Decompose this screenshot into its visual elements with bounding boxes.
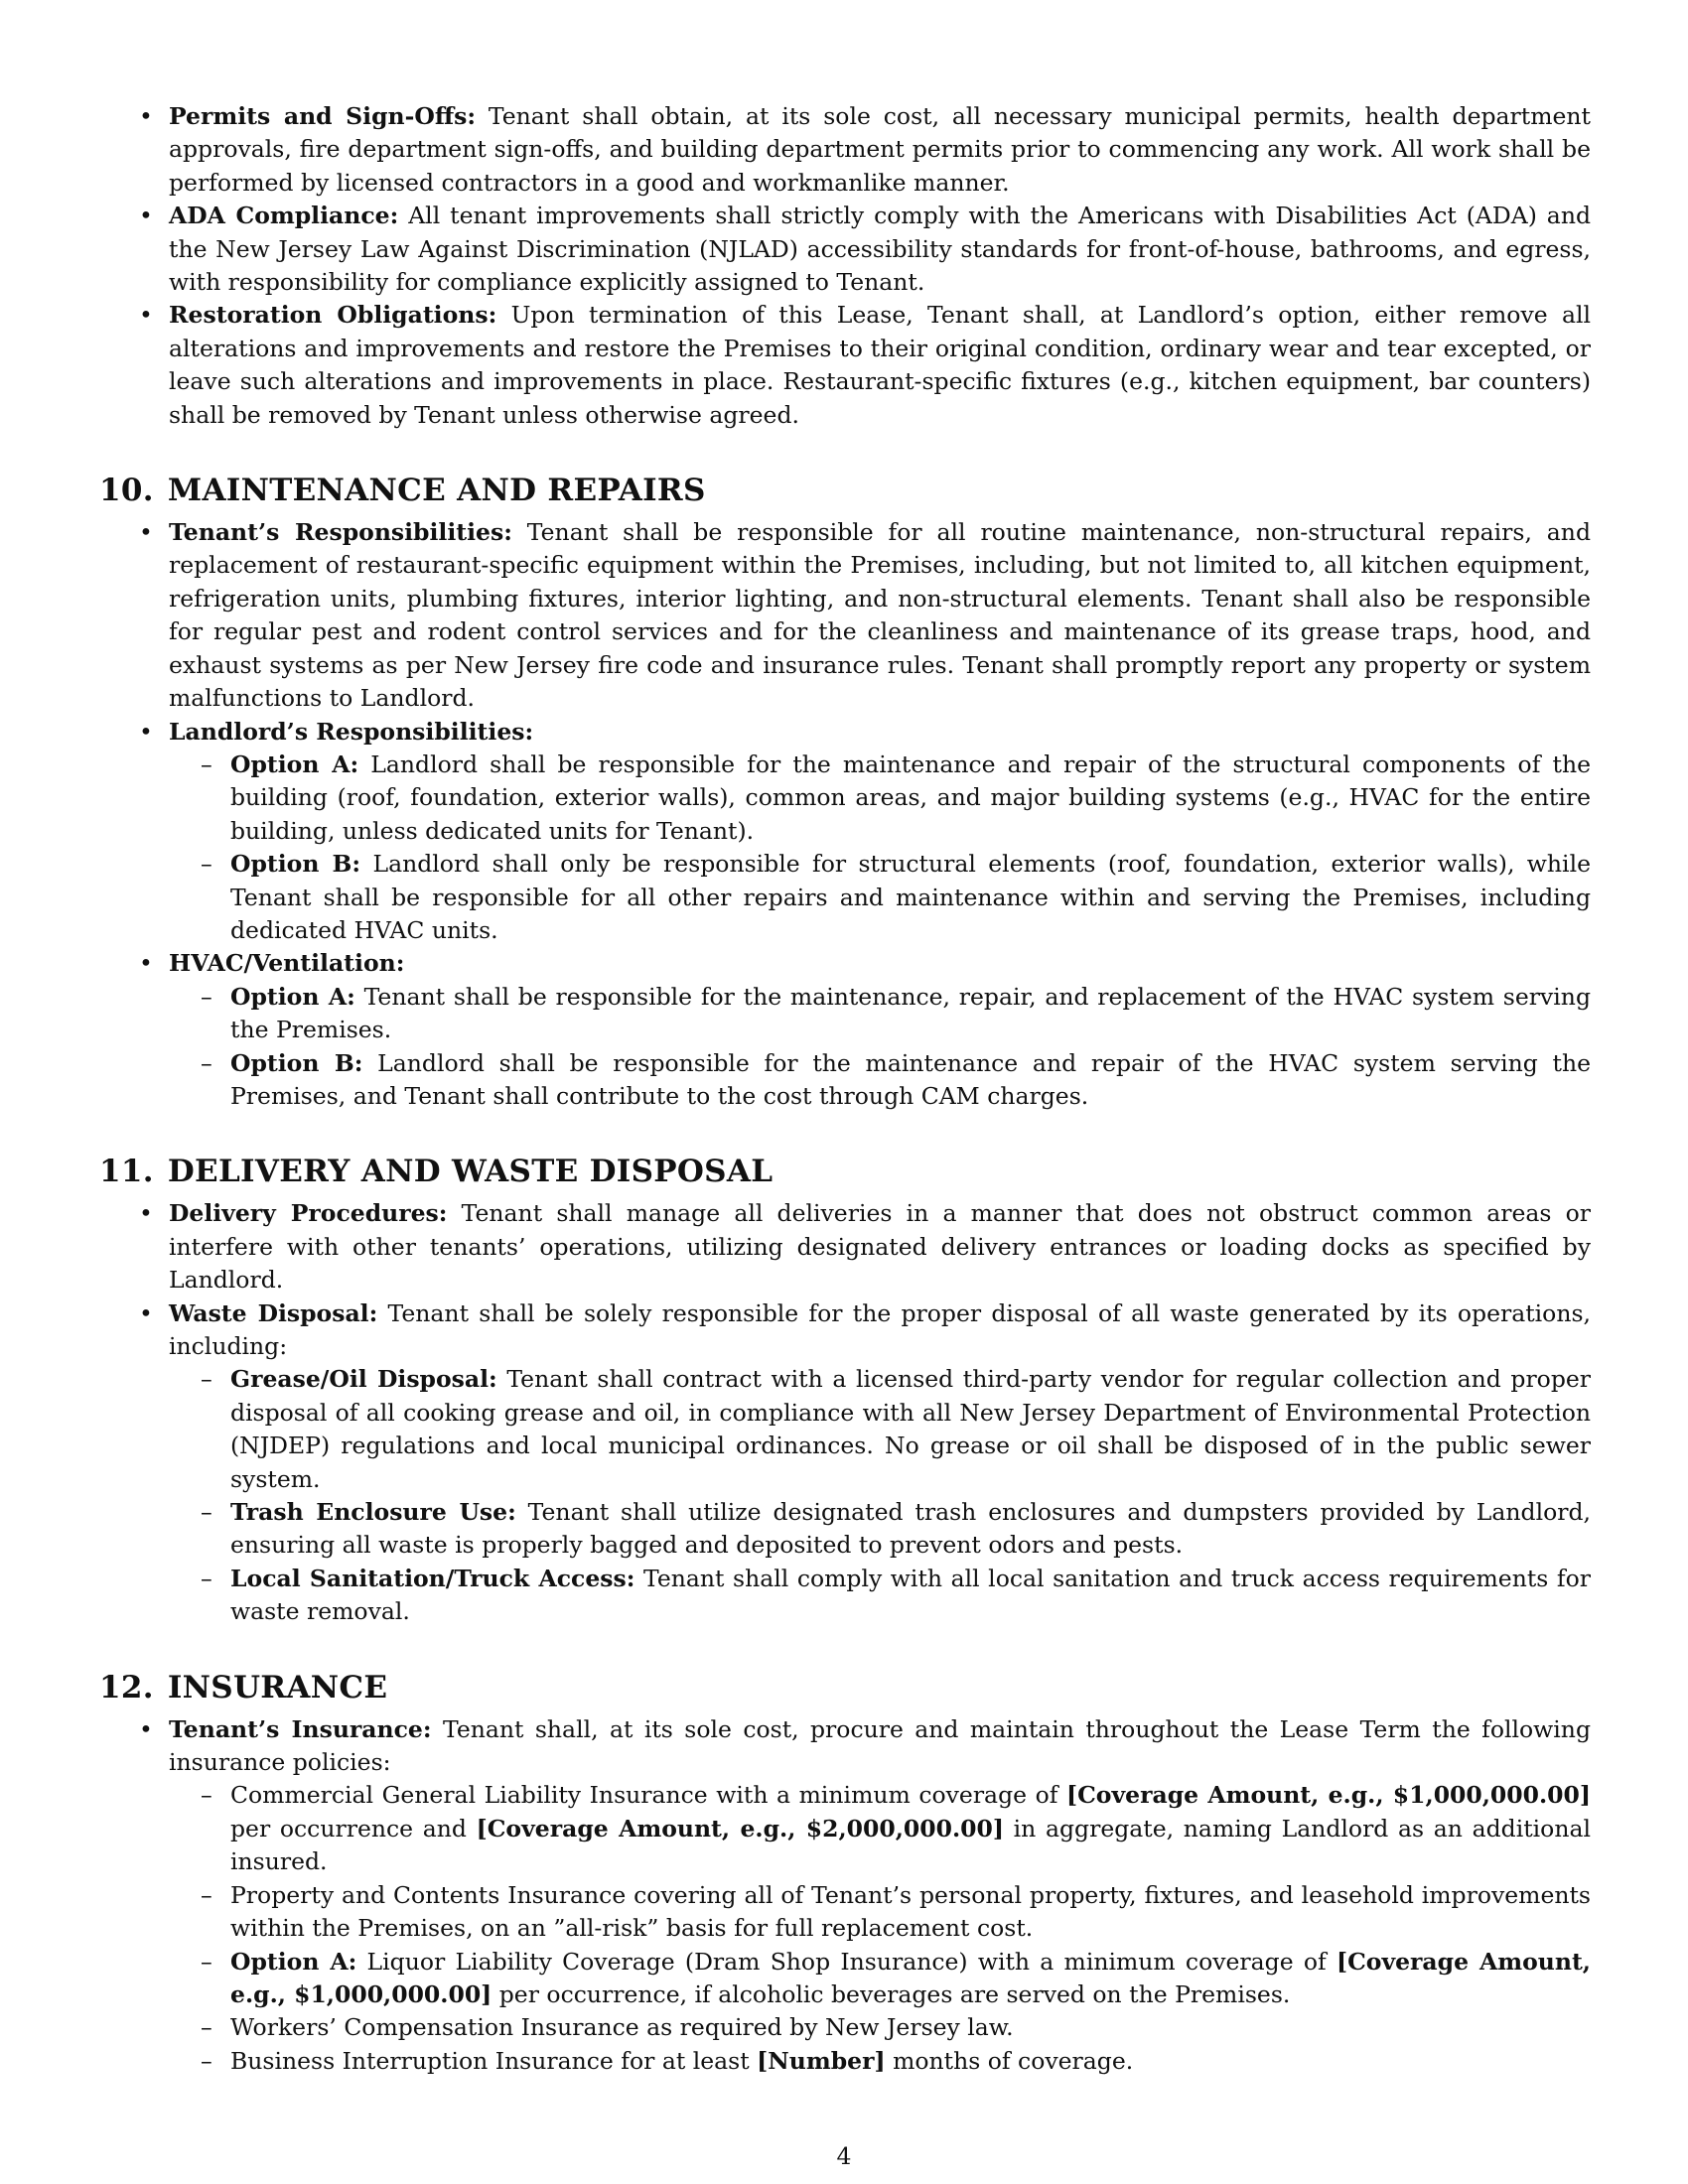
policy-text: Property and Contents Insurance covering all of Tenant’s personal property, fixtures, and leasehold improvements within the Premises, on an ”all-risk” basis for full replacement cost. bbox=[230, 1880, 1591, 1943]
section-heading bbox=[99, 471, 1591, 510]
section-title: DELIVERY AND WASTE DISPOSAL bbox=[167, 1154, 774, 1190]
item-label: Tenant’s Responsibilities: bbox=[169, 518, 512, 547]
option-label: Trash Enclosure Use: bbox=[230, 1498, 516, 1527]
bullet-icon: • bbox=[139, 1714, 153, 1743]
section-heading bbox=[99, 1152, 1591, 1191]
section-12-list bbox=[99, 1713, 1591, 2078]
option-label: Option B: bbox=[230, 850, 361, 879]
option-label: Grease/Oil Disposal: bbox=[230, 1365, 497, 1394]
section-title: MAINTENANCE AND REPAIRS bbox=[167, 473, 706, 509]
list-item bbox=[99, 947, 1591, 1113]
option-text: Tenant shall comply with all local sanitation and truck access requirements for waste removal. bbox=[230, 1564, 1591, 1626]
dash-icon: – bbox=[201, 1564, 212, 1592]
policy-text: Liquor Liability Coverage (Dram Shop Insurance) with a minimum coverage of bbox=[356, 1947, 1336, 1976]
item-label: Tenant’s Insurance: bbox=[169, 1714, 432, 1743]
sub-list bbox=[169, 1779, 1591, 2078]
dash-icon: – bbox=[201, 1947, 212, 1976]
item-text: Tenant shall obtain, at its sole cost, all necessary municipal permits, health department approvals, fire department sign-offs, and building department permits prior to commencing any work. All work shall be performed by licensed contractors in a good and workmanlike manner. bbox=[169, 102, 1591, 197]
option-label: Option B: bbox=[230, 1048, 363, 1077]
section-number: 12. bbox=[99, 1669, 154, 1706]
item-text: Upon termination of this Lease, Tenant shall, at Landlord’s option, either remove all alterations and improvements and restore the Premises to their original condition, ordinary wear and tear excepted, or leave such alterations and improvements in place. Restaurant-specific fixtures (e.g., kitchen equipment, bar counters) shall be removed by Tenant unless otherwise agreed. bbox=[169, 301, 1591, 429]
section-11-list bbox=[99, 1197, 1591, 1628]
section-title: INSURANCE bbox=[167, 1669, 388, 1706]
intro-list bbox=[99, 100, 1591, 432]
sub-list-item bbox=[169, 848, 1591, 947]
sub-list-item bbox=[169, 1496, 1591, 1563]
sub-list-item bbox=[169, 981, 1591, 1047]
section-number: 10. bbox=[99, 473, 154, 509]
option-label: Local Sanitation/Truck Access: bbox=[230, 1564, 635, 1592]
list-item bbox=[99, 516, 1591, 715]
bullet-icon: • bbox=[139, 518, 153, 547]
option-text: Landlord shall only be responsible for structural elements (roof, foundation, exterior walls), while Tenant shall be responsible for all other repairs and maintenance within and serving the Premises, including dedicated HVAC units. bbox=[230, 850, 1591, 944]
bullet-icon: • bbox=[139, 1298, 153, 1327]
list-item bbox=[99, 299, 1591, 432]
dash-icon: – bbox=[201, 1498, 212, 1527]
list-item bbox=[99, 1197, 1591, 1297]
list-item bbox=[99, 200, 1591, 299]
dash-icon: – bbox=[201, 1781, 212, 1810]
sub-list-item bbox=[169, 1879, 1591, 1946]
section-heading bbox=[99, 1668, 1591, 1707]
bullet-icon: • bbox=[139, 202, 153, 230]
sub-list bbox=[169, 981, 1591, 1114]
page-content bbox=[99, 100, 1591, 2078]
bullet-icon: • bbox=[139, 301, 153, 330]
dash-icon: – bbox=[201, 750, 212, 778]
sub-list-item bbox=[169, 1779, 1591, 1878]
sub-list-item bbox=[169, 1047, 1591, 1114]
bullet-icon: • bbox=[139, 949, 153, 978]
option-label: Option A: bbox=[230, 750, 359, 778]
dash-icon: – bbox=[201, 1880, 212, 1909]
sub-list bbox=[169, 1363, 1591, 1628]
page-number: 4 bbox=[836, 2142, 852, 2170]
sub-list-item bbox=[169, 1363, 1591, 1496]
policy-text: Workers’ Compensation Insurance as required by New Jersey law. bbox=[230, 2013, 1014, 2042]
item-text: All tenant improvements shall strictly comply with the Americans with Disabilities Act (ADA) and the New Jersey Law Against Discrimination (NJLAD) accessibility standards for front-of-house, bathrooms, and egress, with responsibility for compliance explicitly assigned to Tenant. bbox=[169, 202, 1591, 297]
placeholder-amount: [Coverage Amount, e.g., $1,000,000.00] bbox=[1065, 1781, 1591, 1810]
dash-icon: – bbox=[201, 2013, 212, 2042]
sub-list-item bbox=[169, 1946, 1591, 2012]
item-text: Tenant shall be solely responsible for the proper disposal of all waste generated by its operations, including: bbox=[169, 1298, 1591, 1360]
option-text: Landlord shall be responsible for the maintenance and repair of the HVAC system serving the Premises, and Tenant shall contribute to the cost through CAM charges. bbox=[230, 1048, 1591, 1110]
sub-list bbox=[169, 749, 1591, 947]
item-text: Tenant shall manage all deliveries in a manner that does not obstruct common areas or interfere with other tenants’ operations, utilizing designated delivery entrances or loading docks as specified by Landlord. bbox=[169, 1199, 1591, 1295]
sub-list-item bbox=[169, 749, 1591, 848]
list-item bbox=[99, 100, 1591, 200]
list-item bbox=[99, 1713, 1591, 2078]
option-text: Tenant shall utilize designated trash enclosures and dumpsters provided by Landlord, ensuring all waste is properly bagged and deposited to prevent odors and pests. bbox=[230, 1498, 1591, 1560]
dash-icon: – bbox=[201, 982, 212, 1011]
dash-icon: – bbox=[201, 850, 212, 879]
option-text: Tenant shall be responsible for the maintenance, repair, and replacement of the HVAC system serving the Premises. bbox=[230, 982, 1591, 1044]
item-text: Tenant shall be responsible for all routine maintenance, non-structural repairs, and replacement of restaurant-specific equipment within the Premises, including, but not limited to, all kitchen equipment, refrigeration units, plumbing fixtures, interior lighting, and non-structural elements. Tenant shall also be responsible for regular pest and rodent control services and for the cleanliness and maintenance of its grease traps, hood, and exhaust systems as per New Jersey fire code and insurance rules. Tenant shall promptly report any property or system malfunctions to Landlord. bbox=[169, 518, 1591, 713]
section-number: 11. bbox=[99, 1154, 154, 1190]
section-10-list bbox=[99, 516, 1591, 1113]
policy-text: per occurrence and bbox=[230, 1814, 477, 1843]
dash-icon: – bbox=[201, 1048, 212, 1077]
option-label: Option A: bbox=[230, 982, 355, 1011]
policy-text: Commercial General Liability Insurance with a minimum coverage of bbox=[230, 1781, 1066, 1810]
item-label: Restoration Obligations: bbox=[169, 301, 497, 330]
dash-icon: – bbox=[201, 2046, 212, 2075]
sub-list-item bbox=[169, 2045, 1591, 2078]
list-item bbox=[99, 716, 1591, 948]
item-label: Waste Disposal: bbox=[169, 1298, 378, 1327]
list-item bbox=[99, 1297, 1591, 1629]
option-label: Option A: bbox=[230, 1947, 357, 1976]
item-label: Permits and Sign-Offs: bbox=[169, 102, 477, 130]
bullet-icon: • bbox=[139, 1199, 153, 1228]
item-label: ADA Compliance: bbox=[169, 202, 399, 230]
policy-text: in aggregate, naming Landlord as an additional insured. bbox=[230, 1814, 1591, 1876]
placeholder-amount: [Coverage Amount, e.g., $2,000,000.00] bbox=[476, 1814, 1004, 1843]
sub-list-item bbox=[169, 2011, 1591, 2044]
sub-list-item bbox=[169, 1563, 1591, 1629]
bullet-icon: • bbox=[139, 102, 153, 130]
item-label: Delivery Procedures: bbox=[169, 1199, 448, 1228]
bullet-icon: • bbox=[139, 717, 153, 746]
dash-icon: – bbox=[201, 1365, 212, 1394]
policy-text: months of coverage. bbox=[885, 2046, 1134, 2075]
item-text: Tenant shall, at its sole cost, procure and maintain throughout the Lease Term the following insurance policies: bbox=[169, 1714, 1591, 1777]
placeholder-number: [Number] bbox=[757, 2046, 886, 2075]
policy-text: per occurrence, if alcoholic beverages are served on the Premises. bbox=[492, 1979, 1291, 2008]
option-text: Tenant shall contract with a licensed third-party vendor for regular collection and proper disposal of all cooking grease and oil, in compliance with all New Jersey Department of Environmental Protection (NJDEP) regulations and local municipal ordinances. No grease or oil shall be disposed of in the public sewer system. bbox=[230, 1365, 1592, 1493]
item-label: HVAC/Ventilation: bbox=[169, 949, 405, 978]
option-text: Landlord shall be responsible for the maintenance and repair of the structural components of the building (roof, foundation, exterior walls), common areas, and major building systems (e.g., HVAC for the entire building, unless dedicated units for Tenant). bbox=[230, 750, 1591, 845]
placeholder-amount: [Coverage Amount, e.g., $1,000,000.00] bbox=[230, 1947, 1591, 2008]
item-label: Landlord’s Responsibilities: bbox=[169, 717, 534, 746]
policy-text: Business Interruption Insurance for at least bbox=[230, 2046, 758, 2075]
